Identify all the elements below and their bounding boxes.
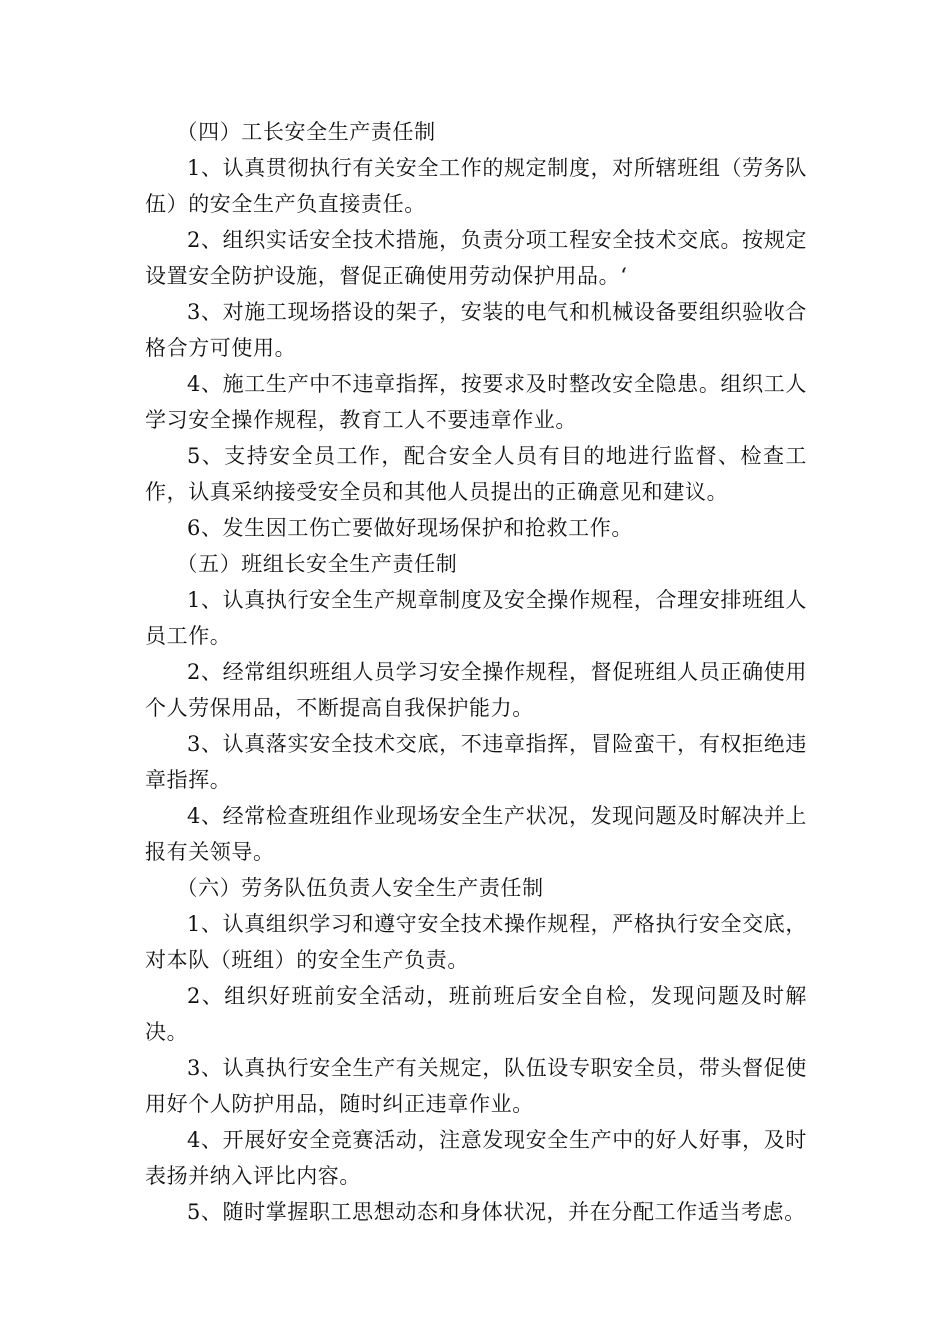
paragraph: 5、随时掌握职工思想动态和身体状况，并在分配工作适当考虑。 [187,1200,806,1224]
paragraph: 6、发生因工伤亡要做好现场保护和抢救工作。 [187,516,633,540]
paragraph: 2、组织好班前安全活动，班前班后安全自检，发现问题及时解决。 [145,984,807,1044]
section-heading-foreman: （四）工长安全生产责任制 [176,120,436,144]
paragraph: 3、对施工现场搭设的架子，安装的电气和机械设备要组织验收合格合方可使用。 [145,300,807,360]
document-body [145,114,807,1230]
paragraph: 5、支持安全员工作，配合安全人员有目的地进行监督、检查工作，认真采纳接受安全员和其他人员提出的正确意见和建议。 [145,444,807,504]
paragraph: 3、认真落实安全技术交底，不违章指挥，冒险蛮干，有权拒绝违章指挥。 [145,732,807,792]
paragraph: 3、认真执行安全生产有关规定，队伍设专职安全员，带头督促使用好个人防护用品，随时纠正违章作业。 [145,1056,807,1116]
paragraph: 2、组织实话安全技术措施，负责分项工程安全技术交底。按规定设置安全防护设施，督促正确使用劳动保护用品。‘ [145,228,807,288]
paragraph: 4、施工生产中不违章指挥，按要求及时整改安全隐患。组织工人学习安全操作规程，教育工人不要违章作业。 [145,372,807,432]
paragraph: 4、经常检查班组作业现场安全生产状况，发现问题及时解决并上报有关领导。 [145,804,807,864]
paragraph: 2、经常组织班组人员学习安全操作规程，督促班组人员正确使用个人劳保用品，不断提高自我保护能力。 [145,660,807,720]
paragraph: 1、认真贯彻执行有关安全工作的规定制度，对所辖班组（劳务队伍）的安全生产负直接责任。 [145,156,807,216]
paragraph: 4、开展好安全竞赛活动，注意发现安全生产中的好人好事，及时表扬并纳入评比内容。 [145,1128,807,1188]
paragraph: 1、认真组织学习和遵守安全技术操作规程，严格执行安全交底，对本队（班组）的安全生产负责。 [145,912,807,972]
section-heading-labor-team: （六）劳务队伍负责人安全生产责任制 [176,876,544,900]
section-heading-team-leader: （五）班组长安全生产责任制 [176,552,458,576]
paragraph: 1、认真执行安全生产规章制度及安全操作规程，合理安排班组人员工作。 [145,588,807,648]
